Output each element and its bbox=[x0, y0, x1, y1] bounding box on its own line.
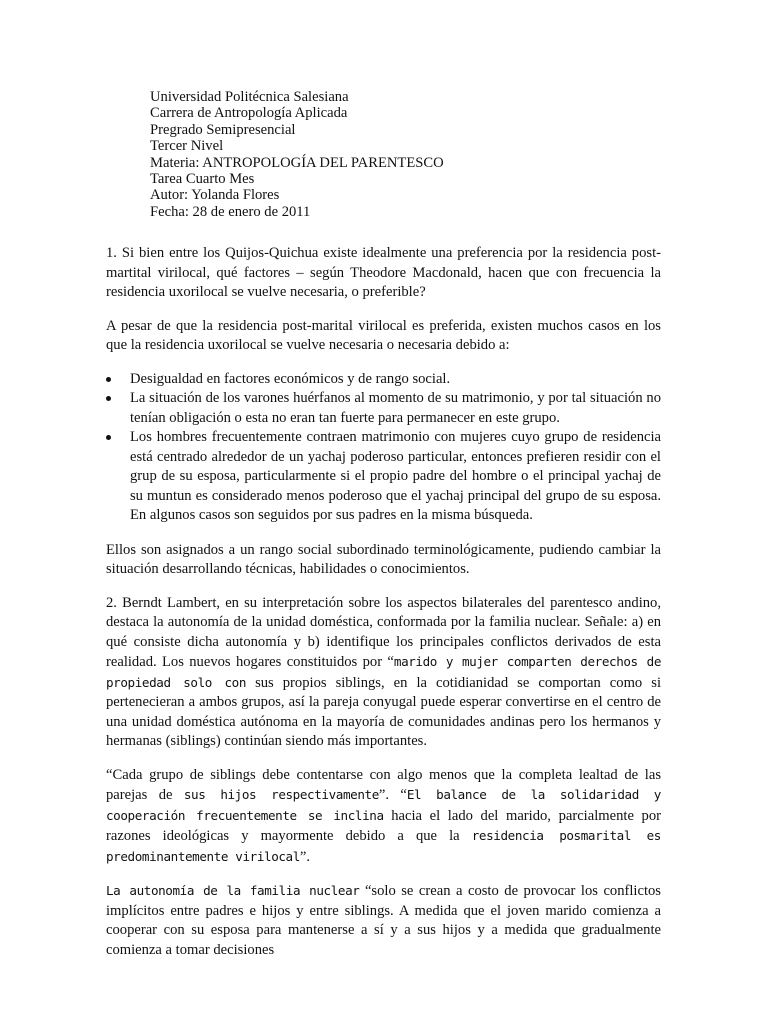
list-item bbox=[106, 389, 661, 428]
quote-text-a: “Cada grupo de siblings debe contentarse con algo menos que la completa lealtad de las parejas de bbox=[106, 766, 661, 804]
list-item bbox=[106, 370, 661, 390]
list-item-text: La situación de los varones huérfanos al momento de su matrimonio, y por tal situación no tenían obligación o esta no eran tan fuerte para permanecer en este grupo. bbox=[130, 390, 661, 426]
bullet-icon bbox=[106, 377, 111, 382]
bullet-icon bbox=[106, 396, 111, 401]
quote-text-c: hacia el lado del marido, parcialmente por razones ideológicas y mayormente debido a que la bbox=[106, 807, 661, 845]
list-item-text: Desigualdad en factores económicos y de rango social. bbox=[130, 370, 451, 387]
answer-1-closing: Ellos son asignados a un rango social subordinado terminológicamente, pudiendo cambiar la situación desarrollando técnicas, habilidades o conocimientos. bbox=[106, 541, 661, 578]
question-2-text-a: 2. Berndt Lambert, en su interpretación sobre los aspectos bilaterales del parentesco andino, destaca la autonomía de la unidad doméstica, conformada por la familia nuclear. Señale: a) en qué consiste dicha autonomía y b) identifique los principales conflictos derivados de esta realidad. Los nuevos hogares constituidos por “ bbox=[106, 594, 661, 671]
quote-mono-c: residencia posmarital es predominantemente virilocal bbox=[106, 828, 661, 864]
list-item bbox=[106, 428, 661, 526]
header-subject: Materia: ANTROPOLOGÍA DEL PARENTESCO bbox=[150, 154, 444, 171]
header-university: Universidad Politécnica Salesiana bbox=[150, 89, 349, 105]
final-paragraph bbox=[106, 881, 661, 960]
header-level: Tercer Nivel bbox=[150, 138, 224, 155]
quote-text-d: ”. bbox=[299, 848, 311, 865]
document-header bbox=[150, 89, 661, 220]
bullet-icon bbox=[106, 435, 111, 440]
question-2 bbox=[106, 594, 661, 752]
question-2-quoted-text: marido y mujer comparten derechos de propiedad solo con bbox=[106, 654, 661, 690]
answer-1-intro: A pesar de que la residencia post-marital virilocal es preferida, existen muchos casos en los que la residencia uxorilocal se vuelve necesaria o necesaria debido a: bbox=[106, 317, 661, 354]
quote-mono-b: El balance de la solidaridad y cooperación frecuentemente se inclina bbox=[106, 787, 661, 823]
document-body bbox=[106, 89, 661, 974]
final-text: “solo se crean a costo de provocar los conflictos implícitos entre padres e hijos y entre siblings. A medida que el joven marido comienza a cooperar con su esposa para mantenerse a sí y a sus hijos y a medida que gradualmente comienza a tomar decisiones bbox=[106, 883, 661, 958]
quote-mono-a: sus hijos respectivamente bbox=[183, 787, 379, 803]
siblings-quote bbox=[106, 766, 661, 868]
list-item-text: Los hombres frecuentemente contraen matrimonio con mujeres cuyo grupo de residencia está centrado alrededor de un yachaj poderoso particular, entonces prefieren residir con el grup de su esposa, particularmente si el propio padre del hombre o el principal yachaj de su muntun es considerado menos poderoso que el yachaj principal del grupo de su esposa. En algunos casos son seguidos por sus padres en la misma búsqueda. bbox=[130, 429, 661, 524]
factors-list bbox=[106, 370, 661, 526]
header-assignment: Tarea Cuarto Mes bbox=[150, 171, 255, 188]
header-career: Carrera de Antropología Aplicada bbox=[150, 105, 348, 122]
final-mono: La autonomía de la familia nuclear bbox=[106, 883, 360, 899]
header-program: Pregrado Semipresencial bbox=[150, 121, 296, 138]
question-1: 1. Si bien entre los Quijos-Quichua existe idealmente una preferencia por la residencia post-martital virilocal, qué factores – según Theodore Macdonald, hacen que con frecuencia la residencia uxorilocal se vuelve necesaria, o preferible? bbox=[106, 245, 661, 301]
header-author: Autor: Yolanda Flores bbox=[150, 187, 280, 204]
header-date: Fecha: 28 de enero de 2011 bbox=[150, 203, 311, 220]
question-2-text-b: sus propios siblings, en la cotidianidad se comportan como si pertenecieran a ambos grupos, así la pareja conyugal puede esperar convertirse en el centro de una unidad doméstica autónoma en la mayoría de comunidades andinas pero los hermanos y hermanas (siblings) continúan siendo más importantes. bbox=[106, 674, 661, 750]
quote-text-b: ”. “ bbox=[378, 787, 407, 804]
